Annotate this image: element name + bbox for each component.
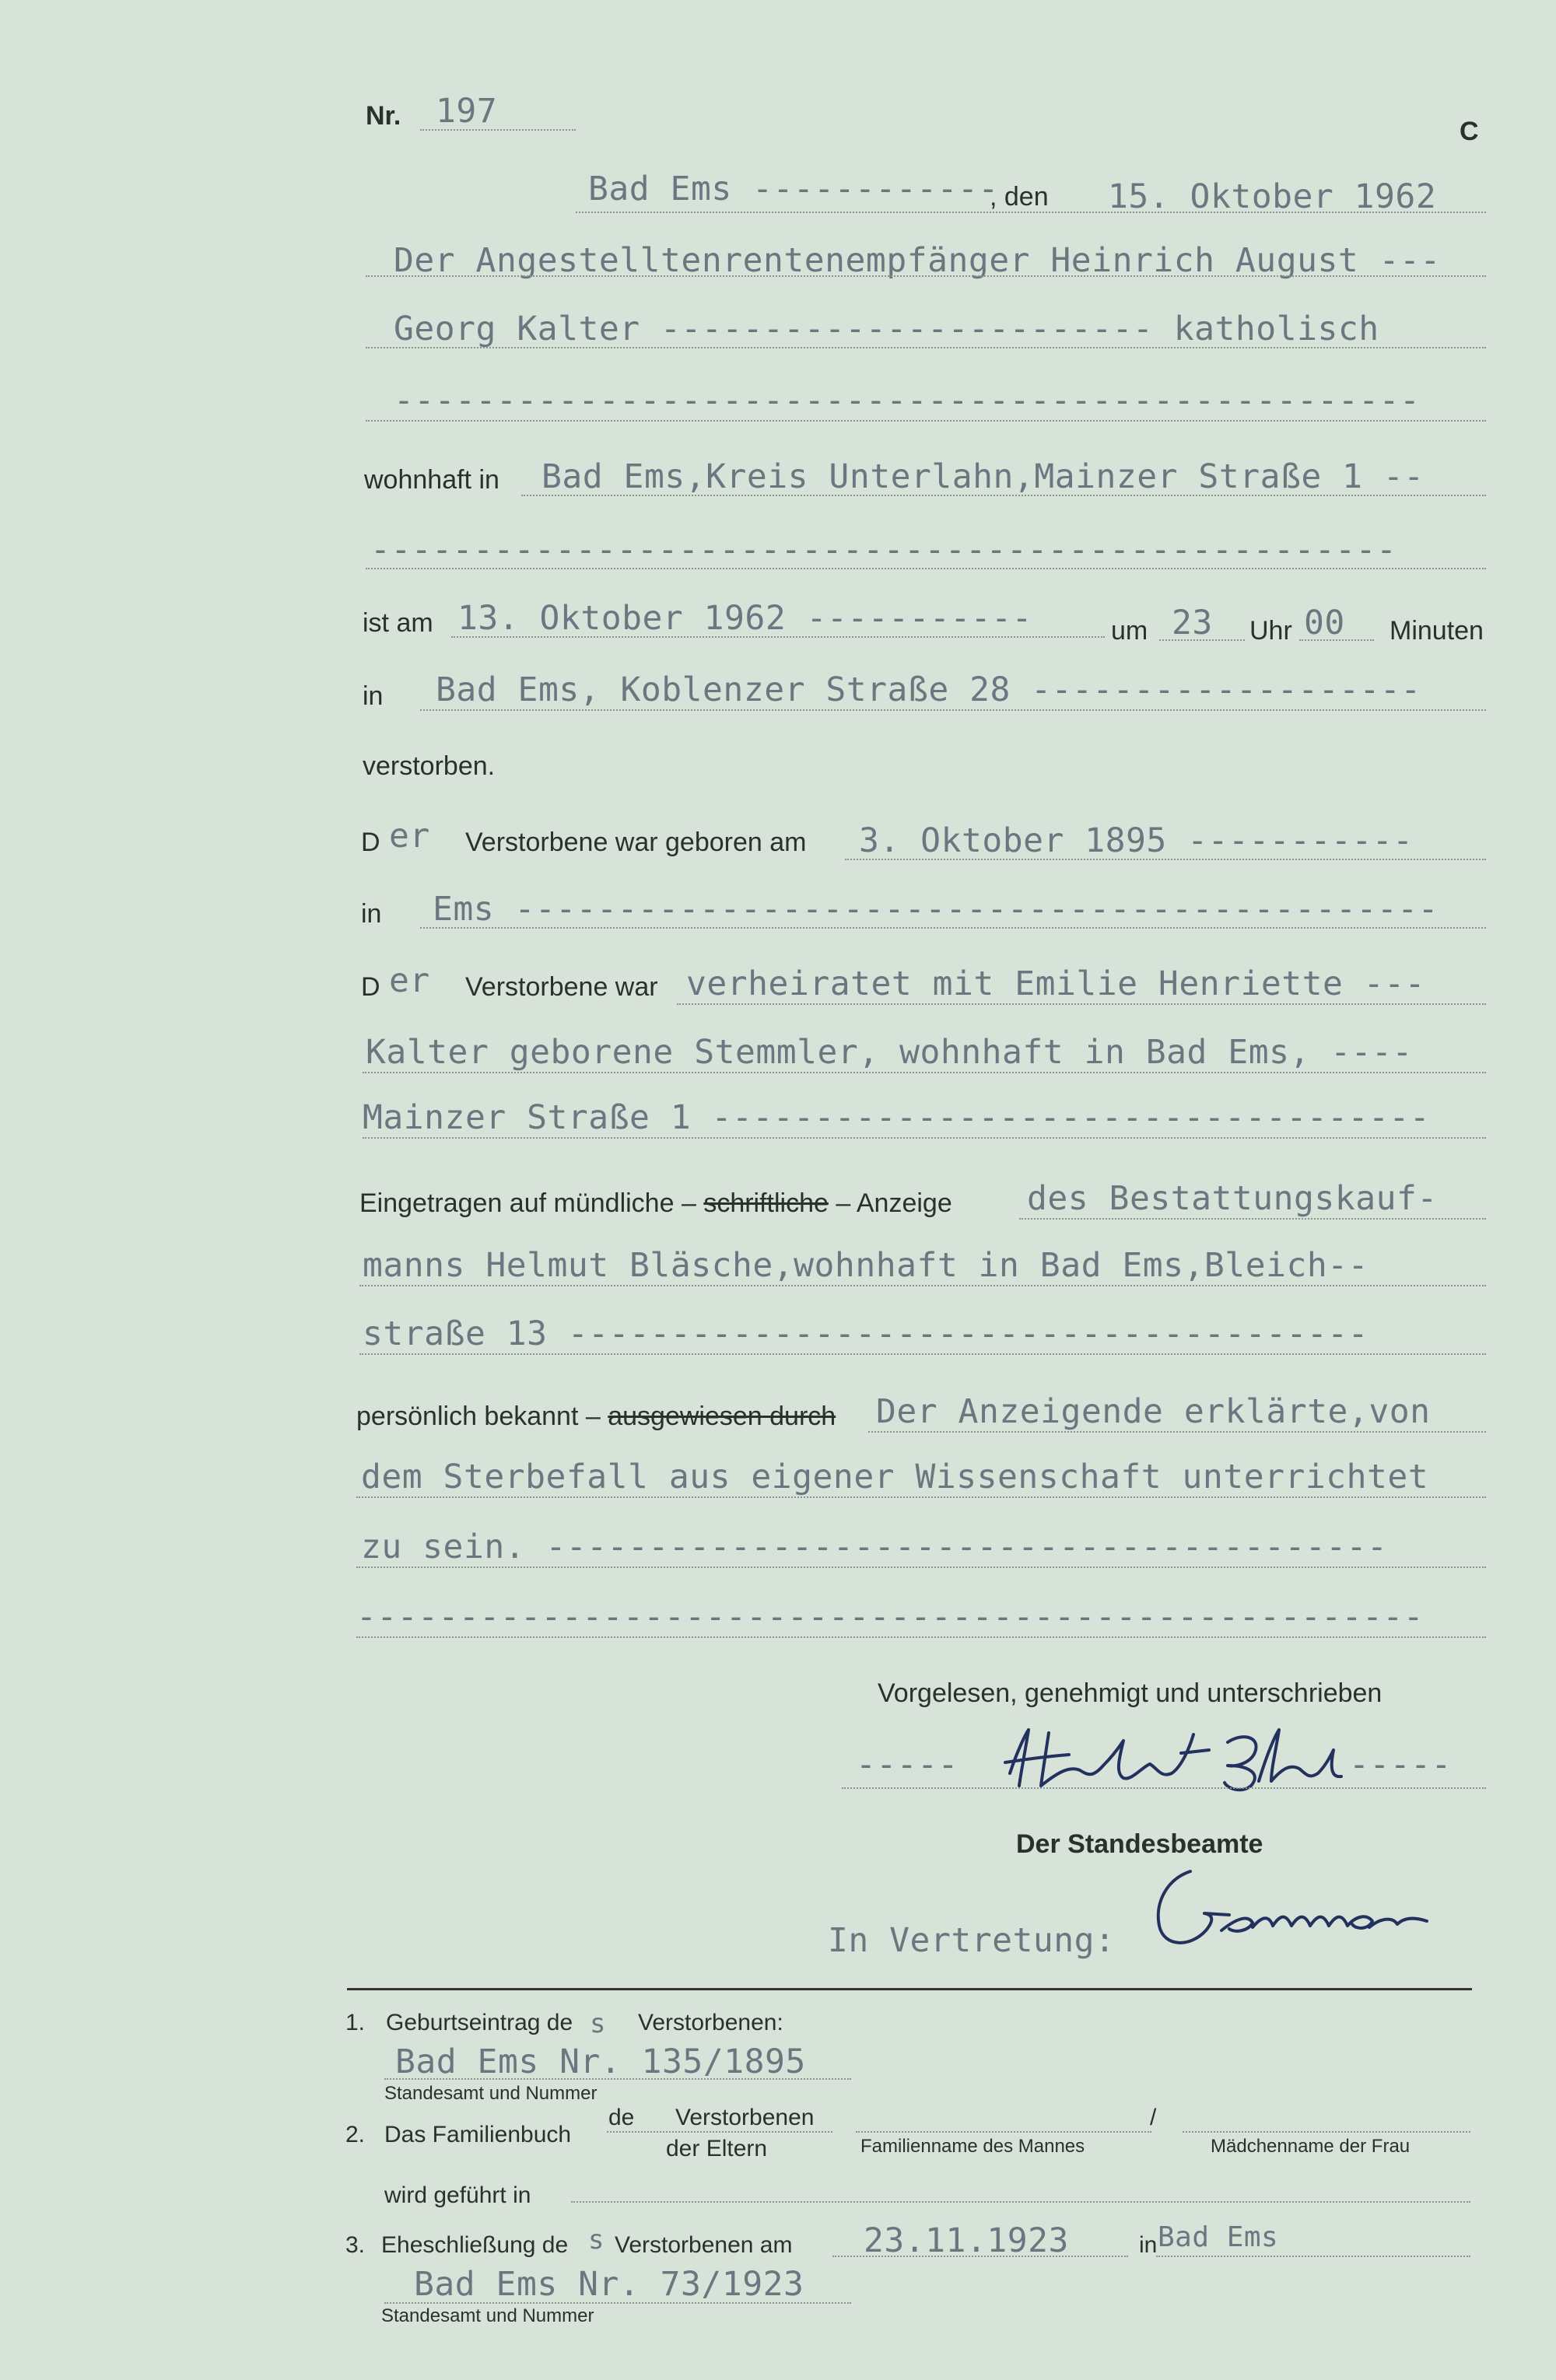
- entry-number: 197: [436, 92, 498, 131]
- footnote-3-label-b: Verstorbenen am: [615, 2232, 793, 2258]
- marriage-d-label: D: [361, 972, 380, 1002]
- footnote-2-option-eltern: der Eltern: [666, 2136, 768, 2161]
- informant-dashes-right: -----: [1349, 1745, 1452, 1784]
- declarant-line-1: Der Angestelltenrentenempfänger Heinrich August ---: [394, 241, 1441, 280]
- eingetragen-label: Eingetragen auf mündliche – schriftliche – Anzeige: [359, 1188, 952, 1218]
- marriage-line-2: Kalter geborene Stemmler, wohnhaft in Bad Ems, ----: [366, 1033, 1413, 1072]
- um-label: um: [1111, 616, 1148, 646]
- footnote-1-fill: s: [590, 2008, 606, 2039]
- birth-entry-value: Bad Ems Nr. 135/1895: [395, 2042, 806, 2081]
- death-hour: 23: [1172, 604, 1213, 642]
- persoenlich-label: persönlich bekannt – ausgewiesen durch: [356, 1402, 836, 1431]
- footnote-3-label-a: Eheschließung de: [381, 2232, 569, 2258]
- in-label-death: in: [363, 681, 384, 711]
- marriage-date: 23.11.1923: [864, 2221, 1069, 2260]
- birth-in-label: in: [361, 899, 382, 929]
- footnote-2-option-verstorbenen: Verstorbenen: [675, 2105, 815, 2130]
- footnote-separator: [347, 1988, 1472, 1990]
- husband-name-caption: Familienname des Mannes: [860, 2136, 1085, 2157]
- registrar-label: Der Standesbeamte: [1016, 1829, 1263, 1859]
- footnote-1-label-a: Geburtseintrag de: [386, 2010, 573, 2035]
- birth-geboren-label: Verstorbene war geboren am: [465, 828, 807, 857]
- informant-dashes-left: -----: [856, 1745, 958, 1784]
- nr-label: Nr.: [366, 101, 401, 131]
- identity-line-4: ----------------------------------------------------: [356, 1598, 1425, 1636]
- death-place: Bad Ems, Koblenzer Straße 28 -------------------: [436, 670, 1421, 709]
- identity-line-1: Der Anzeigende erklärte,von: [876, 1392, 1431, 1431]
- registrar-signature: [1136, 1856, 1439, 1965]
- declarant-line-2: Georg Kalter ------------------------ katholisch: [394, 310, 1379, 348]
- registration-line-1: des Bestattungskauf-: [1027, 1179, 1438, 1218]
- footnote-3-caption: Standesamt und Nummer: [381, 2305, 594, 2326]
- struck-schriftliche: schriftliche: [703, 1188, 829, 1218]
- marriage-line-1: verheiratet mit Emilie Henriette ---: [686, 964, 1425, 1003]
- death-minutes: 00: [1304, 604, 1345, 642]
- corner-letter: C: [1460, 117, 1479, 146]
- footnote-2-gefuehrt-label: wird geführt in: [384, 2182, 531, 2208]
- uhr-label: Uhr: [1249, 616, 1292, 646]
- marriage-entry-value: Bad Ems Nr. 73/1923: [414, 2265, 804, 2304]
- footnote-1-caption: Standesamt und Nummer: [384, 2083, 598, 2104]
- declarant-line-3: --------------------------------------------------: [394, 381, 1421, 420]
- birth-date: 3. Oktober 1895 -----------: [859, 821, 1414, 860]
- registration-date: 15. Oktober 1962: [1108, 177, 1437, 216]
- registration-line-3: straße 13 ---------------------------------------: [363, 1314, 1369, 1353]
- wohnhaft-label: wohnhaft in: [364, 465, 499, 495]
- identity-line-3: zu sein. -----------------------------------------: [361, 1528, 1388, 1566]
- den-label: , den: [990, 182, 1049, 212]
- registration-line-2: manns Helmut Bläsche,wohnhaft in Bad Ems,Bleich--: [363, 1246, 1369, 1285]
- footnote-2-slash: /: [1150, 2105, 1157, 2130]
- footnote-3-in-label: in: [1139, 2232, 1158, 2258]
- birth-place: Ems ---------------------------------------------: [433, 890, 1439, 929]
- informant-signature: [994, 1719, 1352, 1797]
- footnote-1-num: 1.: [345, 2010, 366, 2035]
- footnote-2-num: 2.: [345, 2122, 366, 2147]
- read-approved-signed-label: Vorgelesen, genehmigt und unterschrieben: [878, 1678, 1383, 1708]
- marriage-line-3: Mainzer Straße 1 -----------------------------------: [363, 1098, 1431, 1137]
- verstorben-label: verstorben.: [363, 751, 496, 781]
- residence-line-2: --------------------------------------------------: [370, 530, 1397, 569]
- struck-ausgewiesen: ausgewiesen durch: [608, 1402, 836, 1431]
- residence-line-1: Bad Ems,Kreis Unterlahn,Mainzer Straße 1 --: [541, 457, 1425, 496]
- place-of-registration: Bad Ems ------------: [588, 170, 999, 208]
- marriage-place: Bad Ems: [1158, 2221, 1279, 2253]
- ist-am-label: ist am: [363, 608, 433, 638]
- footnote-2-label: Das Familienbuch: [384, 2122, 572, 2147]
- birth-d-label: D: [361, 828, 380, 857]
- footnote-3-num: 3.: [345, 2232, 366, 2258]
- marriage-war-label: Verstorbene war: [465, 972, 658, 1002]
- footnote-3-fill: s: [588, 2224, 605, 2256]
- birth-gender-fill: er: [389, 817, 430, 856]
- in-vertretung-text: In Vertretung:: [828, 1921, 1116, 1960]
- marriage-gender-fill: er: [389, 961, 430, 1000]
- wife-maiden-name-caption: Mädchenname der Frau: [1211, 2136, 1411, 2157]
- footnote-2-de: de: [608, 2105, 635, 2130]
- identity-line-2: dem Sterbefall aus eigener Wissenschaft unterrichtet: [361, 1458, 1429, 1496]
- death-date: 13. Oktober 1962 -----------: [457, 599, 1032, 638]
- minuten-label: Minuten: [1390, 616, 1484, 646]
- footnote-1-label-b: Verstorbenen:: [638, 2010, 783, 2035]
